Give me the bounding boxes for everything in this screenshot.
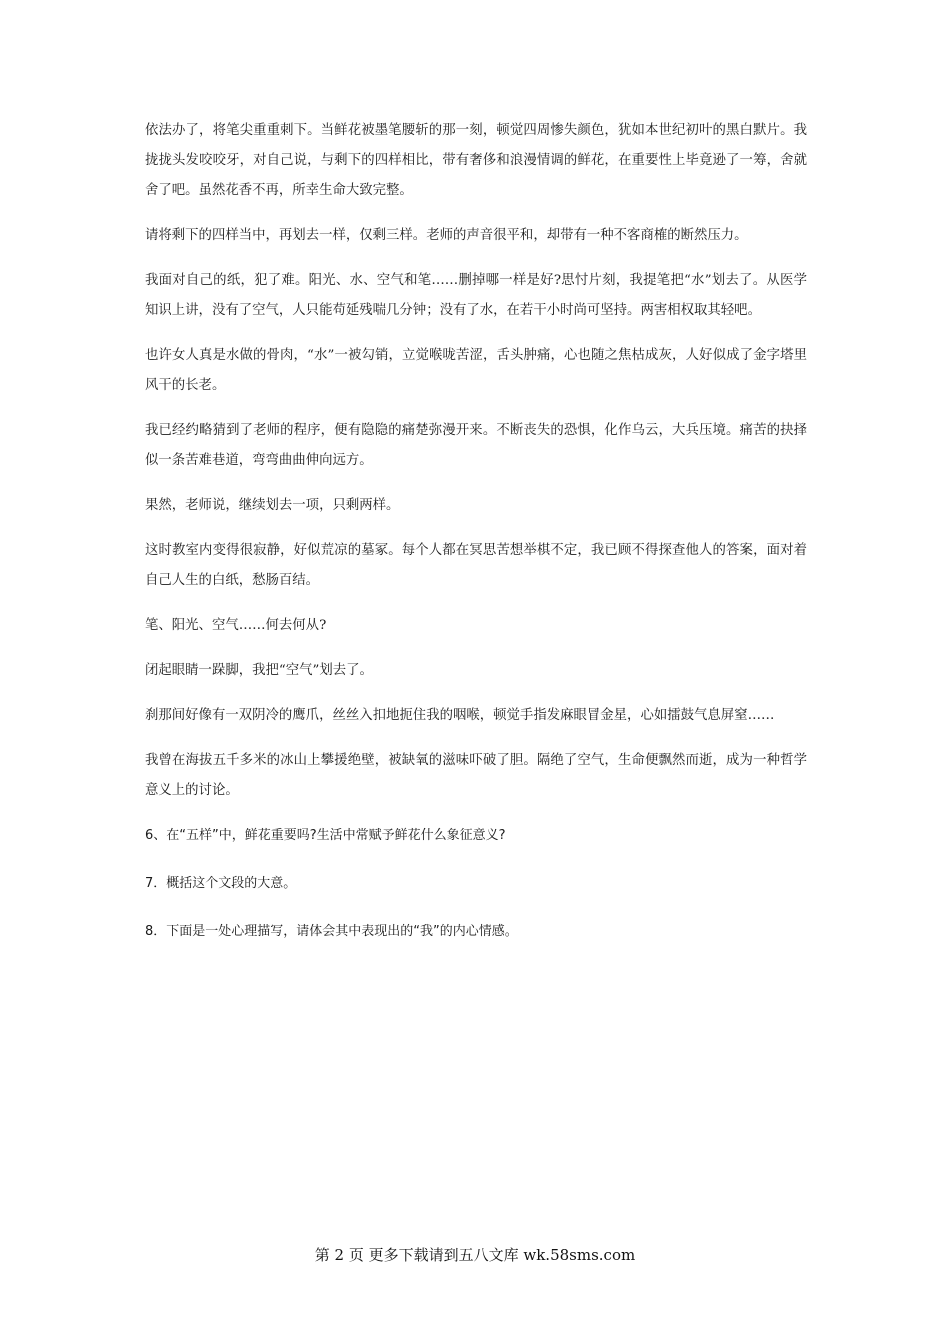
- paragraph-5: 我已经约略猜到了老师的程序，便有隐隐的痛楚弥漫开来。不断丧失的恐惧，化作乌云，大兵压境。痛苦的抉择似一条苦难巷道，弯弯曲曲伸向远方。: [145, 423, 807, 468]
- paragraph-1: 依法办了，将笔尖重重刺下。当鲜花被墨笔腰斩的那一刻，顿觉四周惨失颜色，犹如本世纪初叶的黑白默片。我拢拢头发咬咬牙，对自己说，与剩下的四样相比，带有奢侈和浪漫情调的鲜花，在重要性上毕竟逊了一筹，舍就舍了吧。虽然花香不再，所幸生命大致完整。: [145, 123, 807, 198]
- question-7: 7．概括这个文段的大意。: [145, 876, 297, 891]
- paragraph-11: 我曾在海拔五千多米的冰山上攀援绝壁，被缺氧的滋味吓破了胆。隔绝了空气，生命便飘然而逝，成为一种哲学意义上的讨论。: [145, 753, 807, 798]
- paragraph-6: 果然，老师说，继续划去一项，只剩两样。: [145, 498, 400, 513]
- page-footer: 第 2 页 更多下载请到五八文库 wk.58sms.com: [314, 1246, 636, 1264]
- document-body: [145, 116, 807, 965]
- paragraph-9: 闭起眼睛一跺脚，我把“空气”划去了。: [145, 663, 373, 678]
- paragraph-4: 也许女人真是水做的骨肉，“水”一被勾销，立觉喉咙苦涩，舌头肿痛，心也随之焦枯成灰，人好似成了金字塔里风干的长老。: [145, 348, 807, 393]
- paragraph-8: 笔、阳光、空气……何去何从?: [145, 618, 327, 633]
- paragraph-7: 这时教室内变得很寂静，好似荒凉的墓冢。每个人都在冥思苦想举棋不定，我已顾不得探查他人的答案，面对着自己人生的白纸，愁肠百结。: [145, 543, 807, 588]
- paragraph-10: 刹那间好像有一双阴冷的鹰爪，丝丝入扣地扼住我的咽喉，顿觉手指发麻眼冒金星，心如擂鼓气息屏窒……: [145, 708, 775, 723]
- paragraph-3: 我面对自己的纸，犯了难。阳光、水、空气和笔……删掉哪一样是好?思忖片刻，我提笔把“水”划去了。从医学知识上讲，没有了空气，人只能苟延残喘几分钟；没有了水，在若干小时尚可坚持。两害相权取其轻吧。: [145, 273, 807, 318]
- paragraph-2: 请将剩下的四样当中，再划去一样，仅剩三样。老师的声音很平和，却带有一种不客商榷的断然压力。: [145, 228, 748, 243]
- question-8: 8．下面是一处心理描写，请体会其中表现出的“我”的内心情感。: [145, 924, 518, 939]
- question-6: 6、在“五样”中，鲜花重要吗?生活中常赋予鲜花什么象征意义?: [145, 828, 506, 843]
